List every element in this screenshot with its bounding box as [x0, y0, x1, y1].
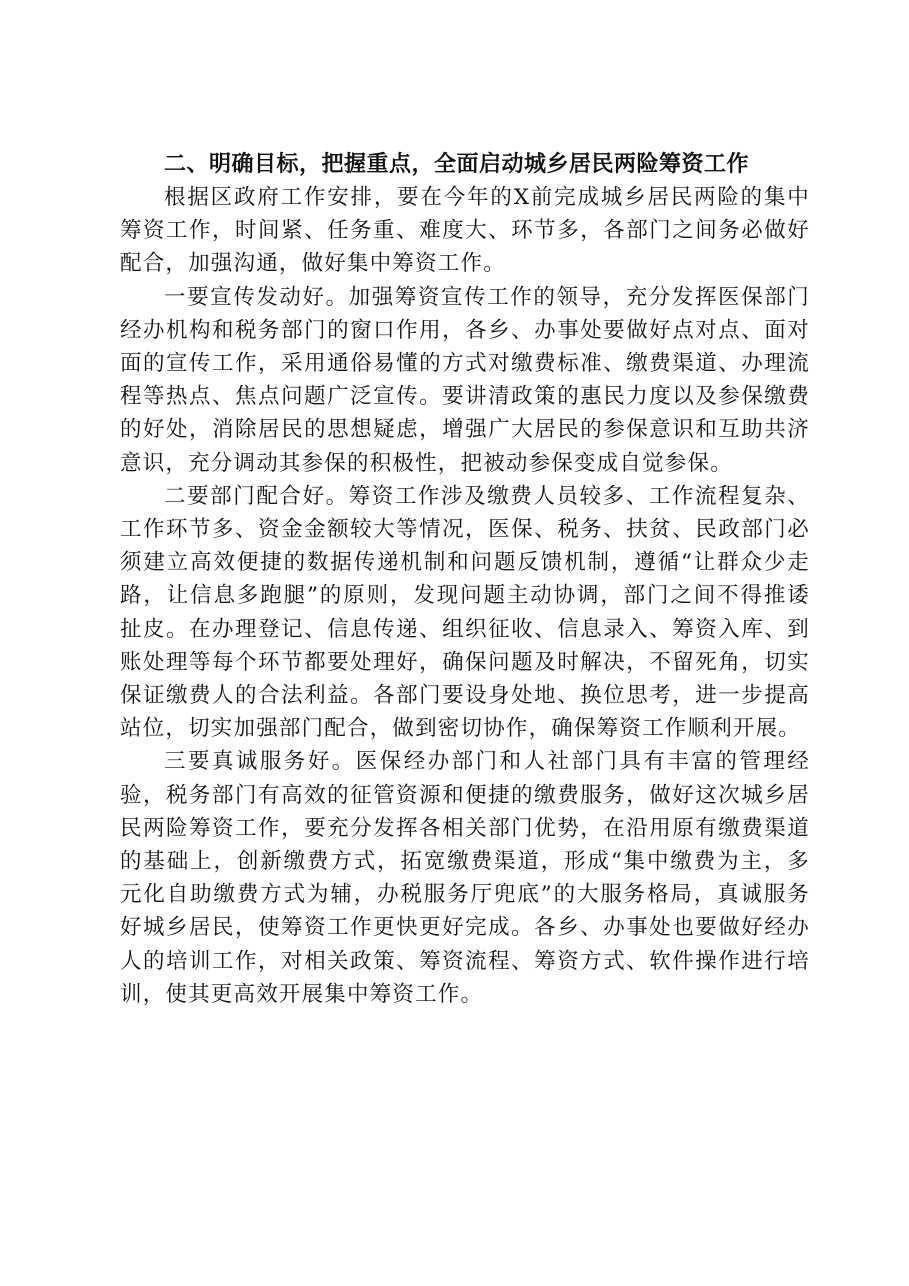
paragraph-intro: 根据区政府工作安排，要在今年的X前完成城乡居民两险的集中筹资工作，时间紧、任务重、难度大、环节多，各部门之间务必做好配合，加强沟通，做好集中筹资工作。 — [120, 185, 810, 277]
document-page — [120, 148, 810, 1011]
paragraph-publicity: 一要宣传发动好。加强筹资宣传工作的领导，充分发挥医保部门经办机构和税务部门的窗口作用，各乡、办事处要做好点对点、面对面的宣传工作，采用通俗易懂的方式对缴费标准、缴费渠道、办理流程等热点、焦点问题广泛宣传。要讲清政策的惠民力度以及参保缴费的好处，消除居民的思想疑虑，增强广大居民的参保意识和互助共济意识，充分调动其参保的积极性，把被动参保变成自觉参保。 — [120, 284, 810, 476]
paragraph-cooperation: 二要部门配合好。筹资工作涉及缴费人员较多、工作流程复杂、工作环节多、资金金额较大等情况，医保、税务、扶贫、民政部门必须建立高效便捷的数据传递机制和问题反馈机制，遵循“让群众少走路，让信息多跑腿”的原则，发现问题主动协调，部门之间不得推诿扯皮。在办理登记、信息传递、组织征收、信息录入、筹资入库、到账处理等每个环节都要处理好，确保问题及时解决，不留死角，切实保证缴费人的合法利益。各部门要设身处地、换位思考，进一步提高站位，切实加强部门配合，做到密切协作，确保筹资工作顺利开展。 — [120, 483, 810, 742]
section-heading: 二、明确目标，把握重点，全面启动城乡居民两险筹资工作 — [164, 152, 750, 177]
paragraph-service: 三要真诚服务好。医保经办部门和人社部门具有丰富的管理经验，税务部门有高效的征管资源和便捷的缴费服务，做好这次城乡居民两险筹资工作，要充分发挥各相关部门优势，在沿用原有缴费渠道的基础上，创新缴费方式，拓宽缴费渠道，形成“集中缴费为主，多元化自助缴费方式为辅，办税服务厅兜底”的大服务格局，真诚服务好城乡居民，使筹资工作更快更好完成。各乡、办事处也要做好经办人的培训工作，对相关政策、筹资流程、筹资方式、软件操作进行培训，使其更高效开展集中筹资工作。 — [120, 749, 810, 1007]
